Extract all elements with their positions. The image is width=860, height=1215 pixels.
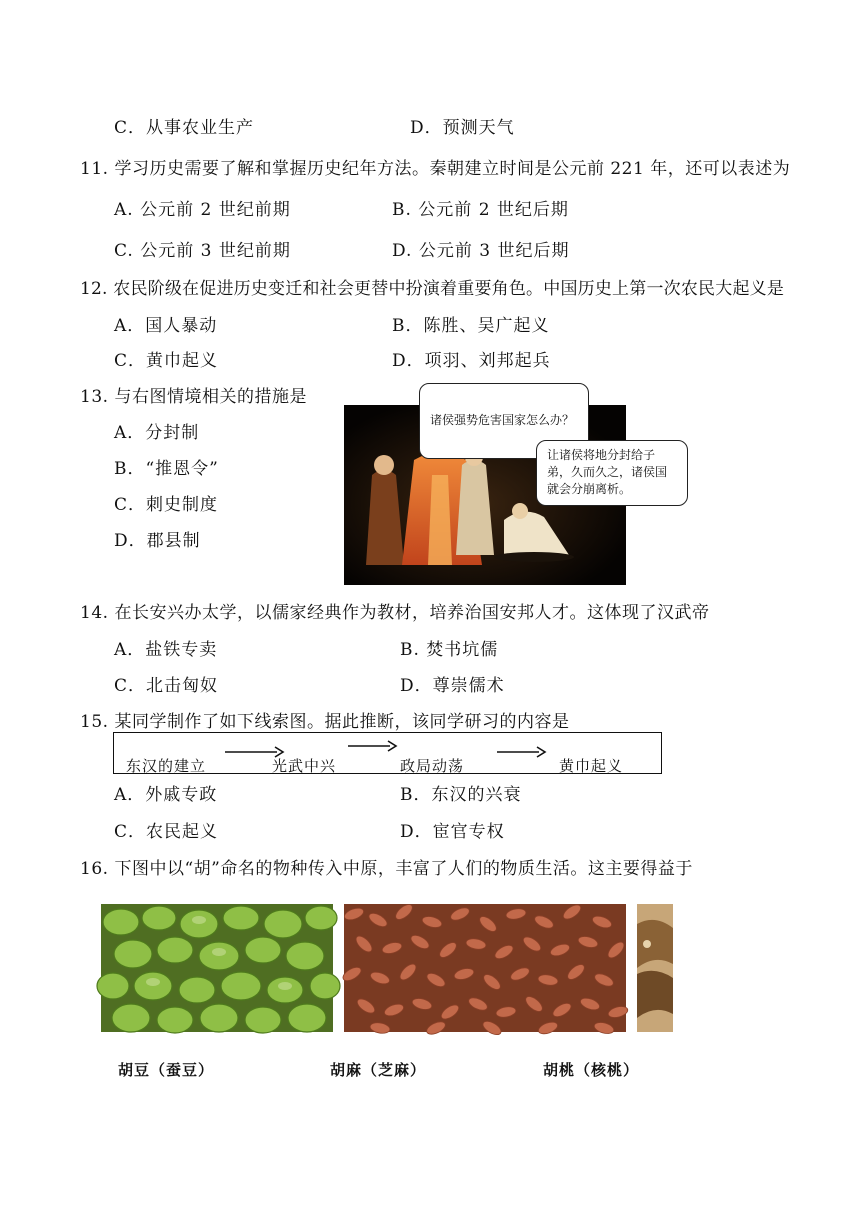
q13-option-a: A．分封制 <box>114 423 200 443</box>
flow-step-3: 政局动荡 <box>400 757 465 775</box>
broad-beans-image <box>101 904 333 1032</box>
q13-option-c: C．刺史制度 <box>114 495 219 515</box>
caption-text: 胡麻（芝麻） <box>330 1061 427 1079</box>
broad-beans-photo <box>101 904 333 1032</box>
q11-option-d: D. 公元前 3 世纪后期 <box>392 241 570 261</box>
caption-broad-bean <box>118 1056 215 1079</box>
q15-stem: 15. 某同学制作了如下线索图。据此推断，该同学研习的内容是 <box>80 712 570 732</box>
q15-option-b: B．东汉的兴衰 <box>400 785 522 805</box>
q11-option-c: C. 公元前 3 世纪前期 <box>114 241 291 261</box>
q10-option-d: D．预测天气 <box>410 118 515 138</box>
q13-option-b: B．“推恩令” <box>114 459 219 479</box>
q13-stem: 13. 与右图情境相关的措施是 <box>80 387 307 407</box>
speech-bubble-minister: 让诸侯将地分封给子弟，久而久之，诸侯国就会分崩离析。 <box>536 440 688 506</box>
q10-option-c: C．从事农业生产 <box>114 118 255 138</box>
q12-option-d: D．项羽、刘邦起兵 <box>392 351 551 371</box>
q14-option-b: B. 焚书坑儒 <box>400 640 499 660</box>
speech-bubble-emperor: 诸侯强势危害国家怎么办？ <box>419 383 589 459</box>
q11-stem: 11. 学习历史需要了解和掌握历史纪年方法。秦朝建立时间是公元前 221 年，还可以表述为 <box>80 159 791 179</box>
q15-option-a: A．外戚专政 <box>114 785 218 805</box>
caption-sesame <box>330 1056 427 1079</box>
flow-step-4: 黄巾起义 <box>559 757 624 775</box>
arrow-right-icon <box>497 745 547 759</box>
q14-stem: 14. 在长安兴办太学，以儒家经典作为教材，培养治国安邦人才。这体现了汉武帝 <box>80 603 710 623</box>
q16-stem: 16. 下图中以“胡”命名的物种传入中原，丰富了人们的物质生活。这主要得益于 <box>80 859 693 879</box>
q14-option-a: A．盐铁专卖 <box>114 640 218 660</box>
q13-option-d: D．郡县制 <box>114 531 201 551</box>
q14-option-c: C．北击匈奴 <box>114 676 219 696</box>
q15-option-c: C．农民起义 <box>114 822 219 842</box>
arrow-right-icon <box>348 739 398 753</box>
flow-step-2: 光武中兴 <box>272 757 337 775</box>
walnut-image <box>637 904 673 1032</box>
flow-step-1: 东汉的建立 <box>126 757 207 775</box>
q12-option-a: A．国人暴动 <box>114 316 218 336</box>
caption-text: 胡豆（蚕豆） <box>118 1061 215 1079</box>
q15-option-d: D．宦官专权 <box>400 822 505 842</box>
flax-seeds-image <box>344 904 626 1032</box>
caption-text: 胡桃（核桃） <box>543 1061 640 1079</box>
q13-illustration <box>344 405 668 585</box>
flax-seeds-photo <box>344 904 626 1032</box>
caption-walnut <box>543 1056 640 1079</box>
q11-option-a: A. 公元前 2 世纪前期 <box>114 200 291 220</box>
q12-option-c: C．黄巾起义 <box>114 351 219 371</box>
q14-option-d: D．尊崇儒术 <box>400 676 505 696</box>
walnut-photo <box>637 904 673 1032</box>
q11-option-b: B. 公元前 2 世纪后期 <box>392 200 569 220</box>
q12-stem: 12. 农民阶级在促进历史变迁和社会更替中扮演着重要角色。中国历史上第一次农民大起义是 <box>80 279 785 299</box>
q12-option-b: B．陈胜、吴广起义 <box>392 316 550 336</box>
q15-flow-diagram <box>113 732 662 774</box>
